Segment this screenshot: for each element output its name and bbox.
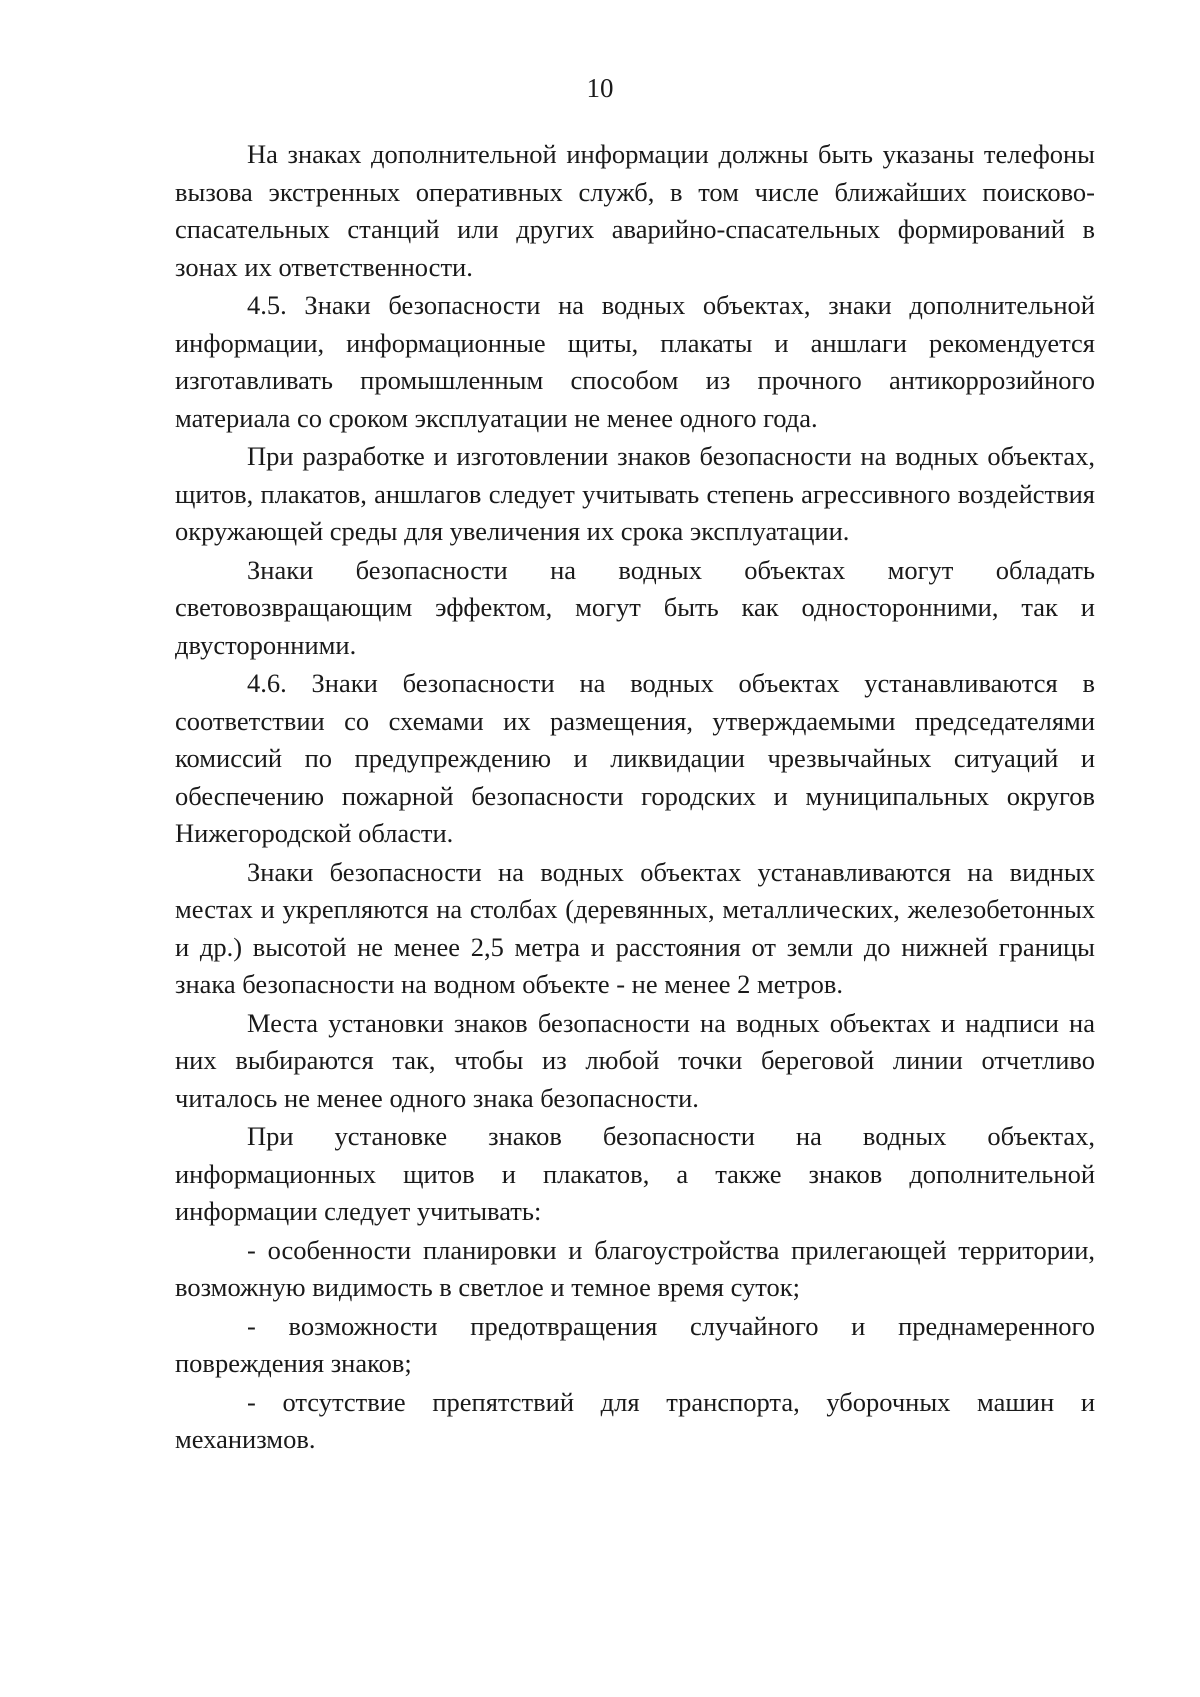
document-body [175, 136, 1095, 1460]
paragraph-reflective-effect: Знаки безопасности на водных объектах могут обладать световозвращающим эффектом, могут быть как односторонними, так и двусторонними. [175, 554, 1095, 660]
paragraph-emergency-phones: На знаках дополнительной информации должны быть указаны телефоны вызова экстренных оперативных служб, в том числе ближайших поисково-спасательных станций или других аварийно-спасательных формирований в зонах их ответственности. [175, 139, 1095, 282]
list-item-layout-visibility: - особенности планировки и благоустройства прилегающей территории, возможную видимость в светлое и темное время суток; [175, 1234, 1095, 1302]
paragraph-mounting-height: Знаки безопасности на водных объектах устанавливаются на видных местах и укрепляются на столбах (деревянных, металлических, железобетонных и др.) высотой не менее 2,5 метра и расстояния от земли до нижней границы знака безопасности на водном объекте - не менее 2 метров. [175, 856, 1095, 999]
list-item-no-obstacles: - отсутствие препятствий для транспорта, уборочных машин и механизмов. [175, 1386, 1095, 1454]
list-item-damage-prevention: - возможности предотвращения случайного и преднамеренного повреждения знаков; [175, 1310, 1095, 1378]
page-number: 10 [586, 73, 614, 103]
paragraph-visibility-shoreline: Места установки знаков безопасности на водных объектах и надписи на них выбираются так, чтобы из любой точки береговой линии отчетливо читалось не менее одного знака безопасности. [175, 1007, 1095, 1113]
paragraph-4-6-placement-schemes: 4.6. Знаки безопасности на водных объектах устанавливаются в соответствии со схемами их размещения, утверждаемыми председателями комиссий по предупреждению и ликвидации чрезвычайных ситуаций и обеспечению пожарной безопасности городских и муниципальных округов Нижегородской области. [175, 668, 1095, 848]
paragraph-4-5-manufacturing: 4.5. Знаки безопасности на водных объектах, знаки дополнительной информации, информационные щиты, плакаты и аншлаги рекомендуется изготавливать промышленным способом из прочного антикоррозийного материала со сроком эксплуатации не менее одного года. [175, 290, 1095, 433]
paragraph-environment-impact: При разработке и изготовлении знаков безопасности на водных объектах, щитов, плакатов, аншлагов следует учитывать степень агрессивного воздействия окружающей среды для увеличения их срока эксплуатации. [175, 441, 1095, 546]
paragraph-installation-considerations: При установке знаков безопасности на водных объектах, информационных щитов и плакатов, а также знаков дополнительной информации следует учитывать: [175, 1121, 1095, 1226]
